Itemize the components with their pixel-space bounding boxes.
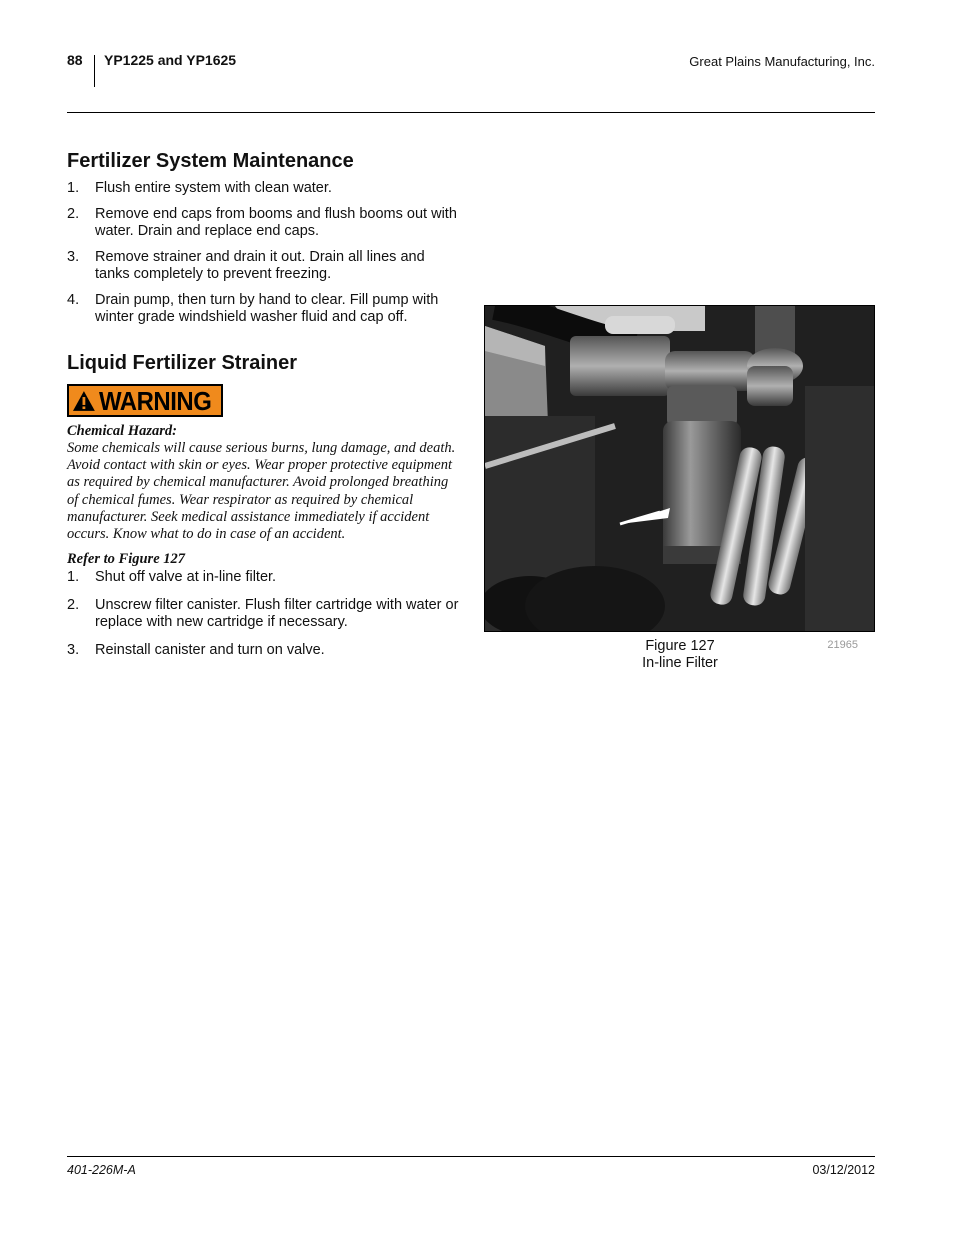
list-item: 2. Remove end caps from booms and flush booms out with water. Drain and replace end caps. [67,206,457,239]
figure-caption: In-line Filter [642,655,718,671]
figure-reference: Refer to Figure 127 [67,551,186,568]
strainer-steps [67,569,459,659]
header-rule [67,112,875,113]
list-item: 2. Unscrew filter canister. Flush filter cartridge with water or replace with new cartridge if necessary. [67,597,459,631]
maintenance-steps [67,180,459,326]
figure-id: 21965 [827,639,858,651]
header-divider [94,55,95,87]
footer-rule [67,1156,875,1157]
page-number: 88 [67,52,83,68]
header-company: Great Plains Manufacturing, Inc. [689,54,875,69]
left-column [67,148,459,659]
figure-photo-inline-filter [484,305,875,632]
footer-doc-number: 401-226M-A [67,1163,136,1177]
list-item: 1. Shut off valve at in-line filter. [67,569,277,586]
hazard-text: Some chemicals will cause serious burns, lung damage, and death. Avoid contact with skin or eyes. Wear proper protective equipment as required by chemical manufacturer. Avoid prolonged breathing of chemical fumes. Wear respirator as required by chemical manufacturer. Seek medical assistance immediately if accident occurs. Know what to do in case of an accident. [67,440,456,543]
warning-triangle-icon [72,390,96,412]
warning-sign [67,384,223,417]
section-title-liquid-strainer: Liquid Fertilizer Strainer [67,352,298,374]
header-model: YP1225 and YP1625 [104,52,237,68]
hazard-title: Chemical Hazard: [67,423,177,439]
list-item: 3. Remove strainer and drain it out. Drain all lines and tanks completely to prevent freezing. [67,249,425,282]
list-item: 4. Drain pump, then turn by hand to clear. Fill pump with winter grade windshield washer fluid and cap off. [67,292,439,325]
footer-date: 03/12/2012 [812,1163,875,1177]
list-item: 1. Flush entire system with clean water. [67,180,332,196]
list-item: 3. Reinstall canister and turn on valve. [67,642,325,659]
inline-filter-photo [485,306,874,631]
figure-label: Figure 127 [645,638,715,654]
warning-label: WARNING [98,385,212,416]
section-title-fertilizer-maintenance: Fertilizer System Maintenance [67,150,354,172]
